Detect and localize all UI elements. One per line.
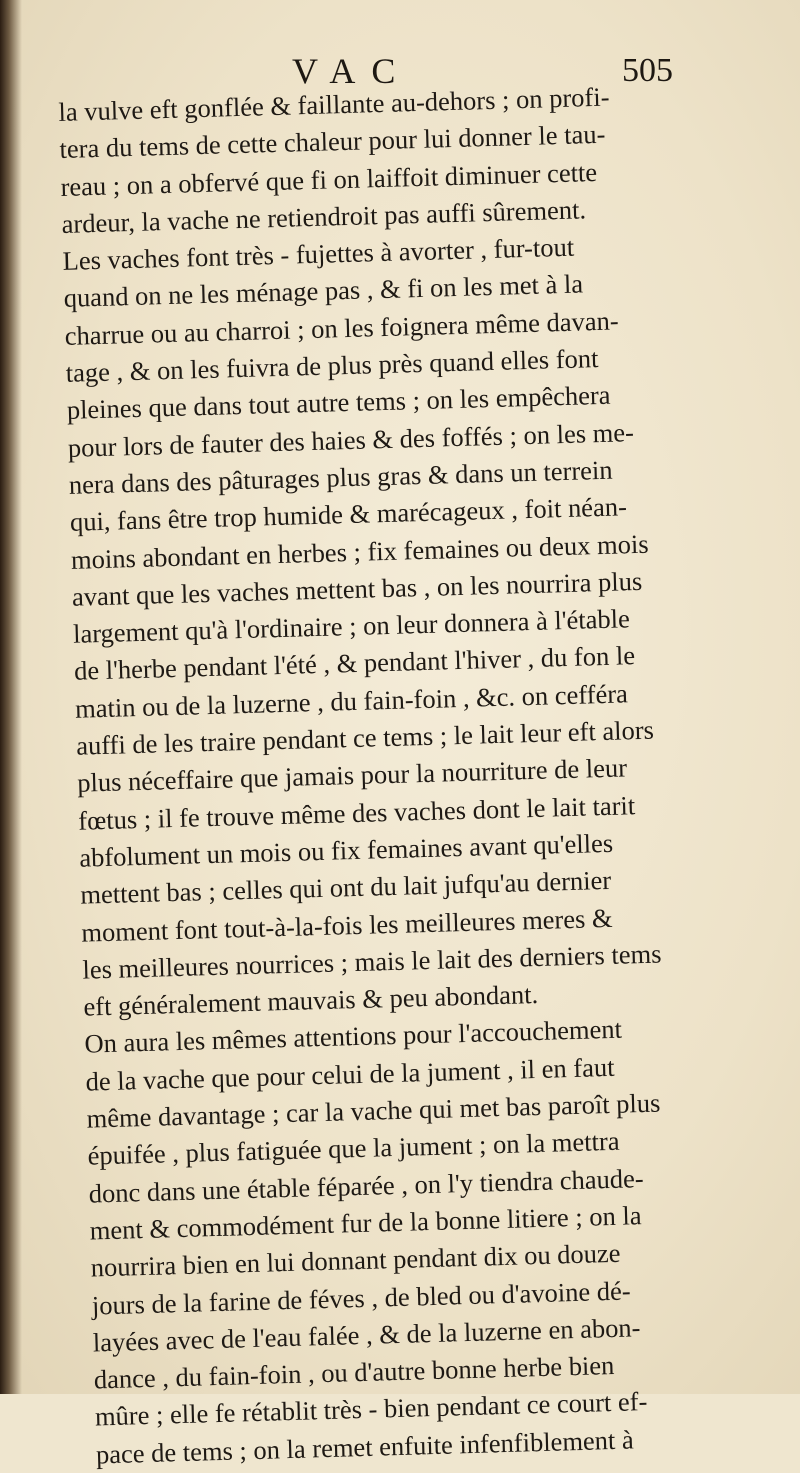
text-line: Les vaches font très - fujettes à avorter , fur-tout (62, 231, 575, 277)
text-line: fœtus ; il fe trouve même des vaches dont le lait tarit (77, 789, 636, 836)
text-line: auffi de les traire pendant ce tems ; le lait leur eft alors (75, 714, 655, 761)
text-line: tera du tems de cette chaleur pour lui donner le tau- (59, 119, 606, 165)
text-line: charrue ou au charroi ; on les foignera même davan- (64, 305, 620, 351)
text-line: plus néceffaire que jamais pour la nourriture de leur (76, 752, 628, 799)
text-line: nourrira bien en lui donnant pendant dix ou douze (90, 1237, 621, 1283)
text-line: donc dans une étable féparée , on l'y tiendra chaude- (88, 1162, 645, 1209)
text-line: les meilleures nourrices ; mais le lait des derniers tems (82, 938, 662, 985)
running-head: VAC (292, 51, 412, 91)
text-line: reau ; on a obfervé que fi on laiffoit diminuer cette (60, 156, 598, 202)
text-line: nera dans des pâturages plus gras & dans un terrein (68, 454, 613, 500)
text-line: largement qu'à l'ordinaire ; on leur donnera à l'étable (72, 603, 631, 649)
text-line: eft généralement mauvais & peu abondant. (83, 979, 539, 1022)
text-line: qui, fans être trop humide & marécageux , foit néan- (69, 491, 628, 538)
text-line: moment font tout-à-la-fois les meilleures meres & (80, 902, 613, 948)
text-line: avant que les vaches mettent bas , on les nourrira plus (71, 565, 643, 612)
text-line: ardeur, la vache ne retiendroit pas auffi sûrement. (61, 194, 587, 239)
text-line: la vulve eft gonflée & faillante au-dehors ; on profi- (58, 81, 610, 127)
text-line: de la vache que pour celui de la jument , il en faut (85, 1051, 615, 1097)
text-line: jours de la farine de féves , de bled ou d'avoine dé- (91, 1274, 632, 1321)
text-line: tage , & on les fuivra de plus près quand elles font (65, 343, 599, 388)
text-line: mettent bas ; celles qui ont du lait jufqu'au dernier (79, 865, 612, 910)
text-line: de l'herbe pendant l'été , & pendant l'hiver , du fon le (73, 640, 636, 687)
text-line: layées avec de l'eau falée , & de la luzerne en abon- (92, 1312, 641, 1358)
text-line: pour lors de fauter des haies & des foffés ; on les me- (67, 416, 635, 463)
page-number: 505 (622, 52, 673, 89)
body-text (58, 75, 786, 1473)
text-line: abfolument un mois ou fix femaines avant qu'elles (78, 827, 614, 873)
text-line: pleines que dans tout autre tems ; on les empêchera (66, 380, 611, 426)
text-line: mûre ; elle fe rétablit très - bien pendant ce court ef- (94, 1386, 648, 1432)
text-line: pace de tems ; on la remet enfuite infenfiblement à (95, 1424, 635, 1470)
text-line: épuifée , plus fatiguée que la jument ; on la mettra (87, 1126, 620, 1171)
text-line: matin ou de la luzerne , du fain-foin , &c. on cefféra (74, 678, 629, 724)
binding-shadow (0, 0, 22, 1394)
text-line: dance , du fain-foin , ou d'autre bonne herbe bien (93, 1350, 615, 1395)
text-line: moins abondant en herbes ; fix femaines ou deux mois (70, 528, 649, 575)
text-line: quand on ne les ménage pas , & fi on les met à la (63, 268, 584, 314)
text-line: même davantage ; car la vache qui met bas paroît plus (86, 1087, 661, 1134)
text-line: On aura les mêmes attentions pour l'accouchement (84, 1014, 623, 1060)
text-line: ment & commodément fur de la bonne litiere ; on la (89, 1200, 642, 1246)
